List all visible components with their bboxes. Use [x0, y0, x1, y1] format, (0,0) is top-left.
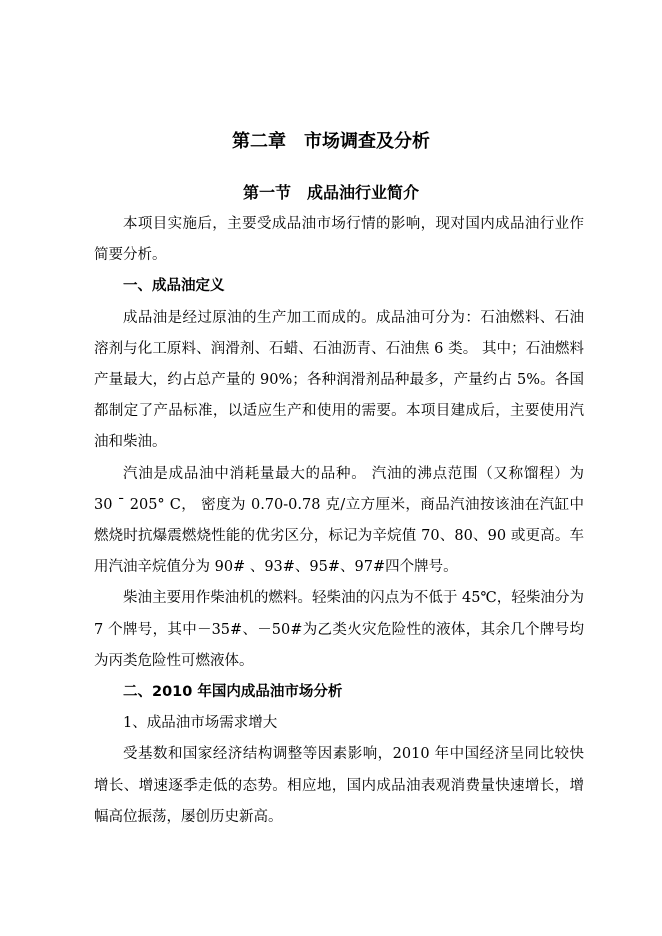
section-title: 第一节 成品油行业简介 — [242, 183, 419, 202]
definition-paragraph: 成品油是经过原油的生产加工而成的。成品油可分为：石油燃料、石油溶剂与化工原料、润滑剂、石蜡、石油沥青、石油焦 6 类。 其中；石油燃料产量最大，约占总产量的 90%；各种润滑剂品种最多，产量约占 5%。各国都制定了产品标准，以适应生产和使用的需要。本项目建成后，主要使用汽油和柴油。 — [94, 309, 584, 451]
body-content — [94, 209, 584, 833]
gasoline-paragraph: 汽油是成品油中消耗量最大的品种。 汽油的沸点范围（又称馏程）为 30 ¯ 205° C， 密度为 0.70-0.78 克/立方厘米，商品汽油按该油在汽缸中燃烧时抗爆震燃烧性能的优劣区分，标记为辛烷值 70、80、90 或更高。车用汽油辛烷值分为 90# 、93#、95#、97#四个牌号。 — [94, 465, 584, 576]
heading-market-analysis: 二、2010 年国内成品油市场分析 — [123, 684, 343, 701]
subheading-demand: 1、成品油市场需求增大 — [123, 715, 278, 732]
intro-paragraph: 本项目实施后，主要受成品油市场行情的影响，现对国内成品油行业作简要分析。 — [94, 216, 584, 264]
diesel-paragraph: 柴油主要用作柴油机的燃料。轻柴油的闪点为不低于 45℃，轻柴油分为 7 个牌号，其中－35#、－50#为乙类火灾危险性的液体，其余几个牌号均为丙类危险性可燃液体。 — [94, 590, 584, 669]
chapter-title: 第二章 市场调查及分析 — [232, 131, 430, 152]
heading-definition: 一、成品油定义 — [123, 278, 225, 295]
demand-paragraph: 受基数和国家经济结构调整等因素影响，2010 年中国经济呈同比较快增长、增速逐季走低的态势。相应地，国内成品油表观消费量快速增长，增幅高位振荡，屡创历史新高。 — [94, 746, 584, 825]
